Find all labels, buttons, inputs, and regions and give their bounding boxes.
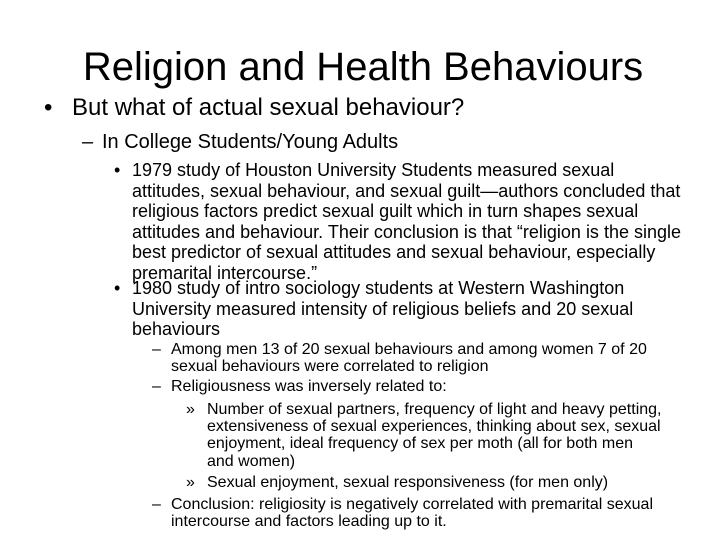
bullet-level5-text-partners: Number of sexual partners, frequency of light and heavy petting, extensiveness of sexual experiences, thinking about sex, sexual enjoyment, ideal frequency of sex per moth (all for both men and women) [207, 401, 662, 470]
bullet-dash-marker: – [152, 378, 161, 395]
bullet-level4-text-conclusion: Conclusion: religiosity is negatively correlated with premarital sexual intercourse and factors leading up to it. [171, 496, 653, 530]
bullet-level3-text-houston: 1979 study of Houston University Students measured sexual attitudes, sexual behaviour, and sexual guilt—authors concluded that religious factors predict sexual guilt which in turn shapes sexual attitudes and behaviour. Their conclusion is that “religion is the single best predictor of sexual attitudes and sexual behaviour, especially premarital intercourse.” [132, 160, 681, 283]
slide-title: Religion and Health Behaviours [82, 45, 644, 89]
bullet-level5-text-enjoyment: Sexual enjoyment, sexual responsiveness (for men only) [207, 474, 609, 491]
bullet-dot-marker: • [44, 94, 53, 121]
bullet-level1-text: But what of actual sexual behaviour? [72, 94, 465, 121]
bullet-level4-text-men-women: Among men 13 of 20 sexual behaviours and among women 7 of 20 sexual behaviours were correlated to religion [171, 341, 647, 375]
bullet-level3-text-washington: 1980 study of intro sociology students at Western Washington University measured intensity of religious beliefs and 20 sexual behaviours [132, 278, 634, 340]
bullet-dot-marker: • [114, 160, 121, 180]
bullet-level2-text: In College Students/Young Adults [102, 131, 399, 153]
bullet-dash-marker: – [82, 131, 94, 153]
bullet-dash-marker: – [152, 496, 161, 513]
bullet-raquo-marker: » [186, 474, 195, 491]
bullet-raquo-marker: » [186, 401, 195, 418]
bullet-level4-text-inverse: Religiousness was inversely related to: [171, 378, 447, 395]
bullet-dash-marker: – [152, 341, 161, 358]
bullet-dot-marker: • [114, 278, 121, 298]
